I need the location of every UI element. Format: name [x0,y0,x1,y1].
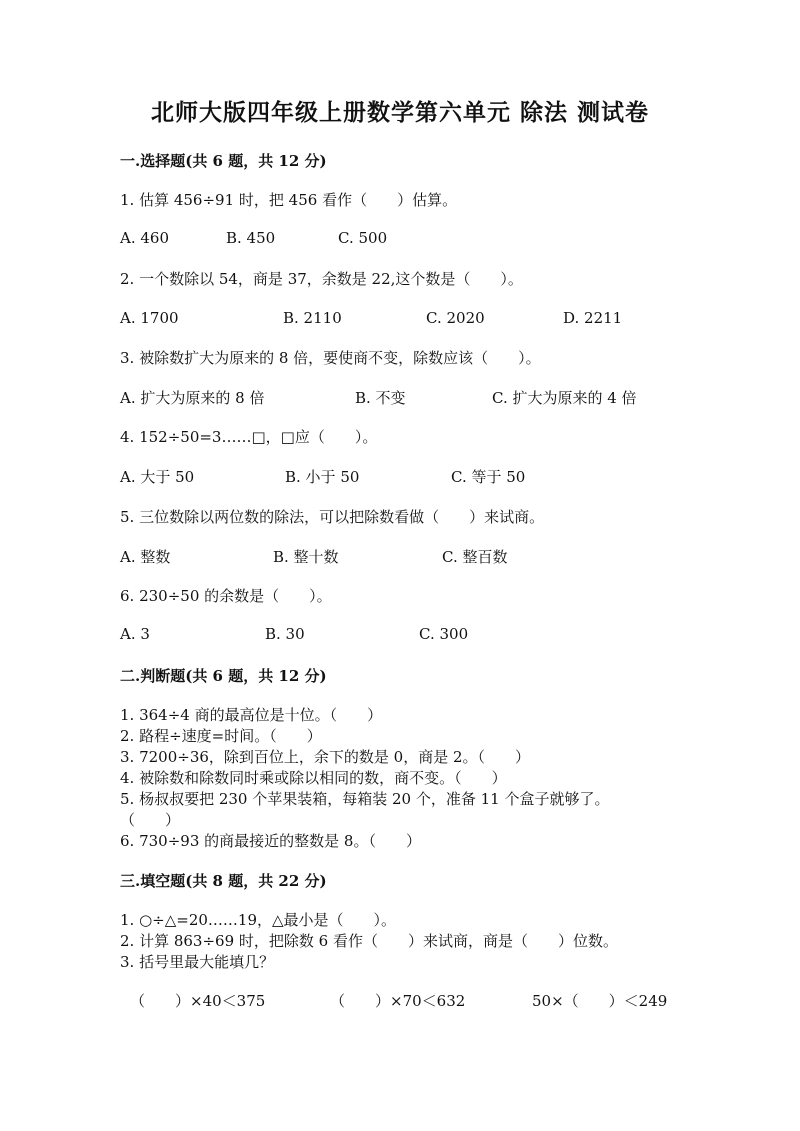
judgement-line: 3. 7200÷36，除到百位上，余下的数是 0，商是 2。（ ） [120,748,531,766]
section-heading-fill: 三.填空题(共 8 题，共 22 分) [120,872,327,890]
option-c: C. 等于 50 [451,468,526,486]
section-heading-choice: 一.选择题(共 6 题，共 12 分) [120,152,327,170]
option-a: A. 460 [120,229,169,247]
option-b: B. 30 [265,625,305,643]
option-a: A. 整数 [120,548,171,566]
judgement-line: （ ） [120,811,181,829]
question-stem: 4. 152÷50=3……□，□应（ ）。 [120,428,378,446]
fill-blank-expression: （ ）×70＜632 [330,992,466,1010]
question-stem: 2. 一个数除以 54，商是 37，余数是 22,这个数是（ ）。 [120,270,523,288]
judgement-line: 6. 730÷93 的商最接近的整数是 8。（ ） [120,832,421,850]
option-a: A. 1700 [120,309,179,327]
judgement-line: 2. 路程÷速度=时间。（ ） [120,727,322,745]
judgement-line: 1. 364÷4 商的最高位是十位。（ ） [120,706,383,724]
question-stem: 6. 230÷50 的余数是（ ）。 [120,587,332,605]
fill-line: 1. ○÷△=20……19，△最小是（ ）。 [120,911,397,929]
option-c: C. 500 [338,229,388,247]
section-heading-judgement: 二.判断题(共 6 题，共 12 分) [120,667,327,685]
question-stem: 5. 三位数除以两位数的除法，可以把除数看做（ ）来试商。 [120,508,545,526]
judgement-line: 4. 被除数和除数同时乘或除以相同的数，商不变。（ ） [120,769,507,787]
fill-line: 2. 计算 863÷69 时，把除数 6 看作（ ）来试商，商是（ ）位数。 [120,932,618,950]
question-stem: 3. 被除数扩大为原来的 8 倍，要使商不变，除数应该（ ）。 [120,349,541,367]
option-c: C. 整百数 [442,548,508,566]
fill-line: 3. 括号里最大能填几？ [120,953,275,971]
option-b: B. 450 [226,229,276,247]
question-stem: 1. 估算 456÷91 时，把 456 看作（ ）估算。 [120,191,458,209]
option-d: D. 2211 [563,309,623,327]
option-c: C. 300 [419,625,469,643]
option-b: B. 整十数 [273,548,339,566]
fill-blank-expression: 50×（ ）＜249 [532,992,668,1010]
option-a: A. 大于 50 [120,468,195,486]
option-b: B. 不变 [355,389,406,407]
option-a: A. 3 [120,625,150,643]
judgement-line: 5. 杨叔叔要把 230 个苹果装箱，每箱装 20 个，准备 11 个盒子就够了。 [120,790,610,808]
option-a: A. 扩大为原来的 8 倍 [120,389,265,407]
option-b: B. 2110 [283,309,342,327]
fill-blank-expression: （ ）×40＜375 [130,992,266,1010]
option-c: C. 扩大为原来的 4 倍 [492,389,637,407]
page-title: 北师大版四年级上册数学第六单元 除法 测试卷 [150,99,649,126]
option-c: C. 2020 [426,309,485,327]
option-b: B. 小于 50 [285,468,360,486]
